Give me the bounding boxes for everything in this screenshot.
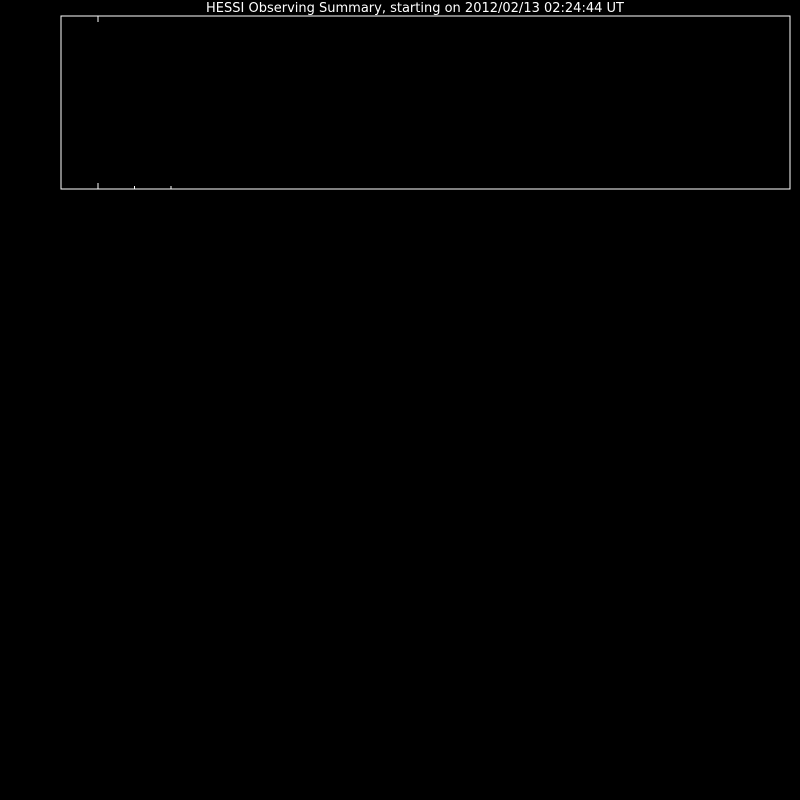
chart-title: HESSI Observing Summary, starting on 2012/02/13 02:24:44 UT — [206, 1, 624, 16]
